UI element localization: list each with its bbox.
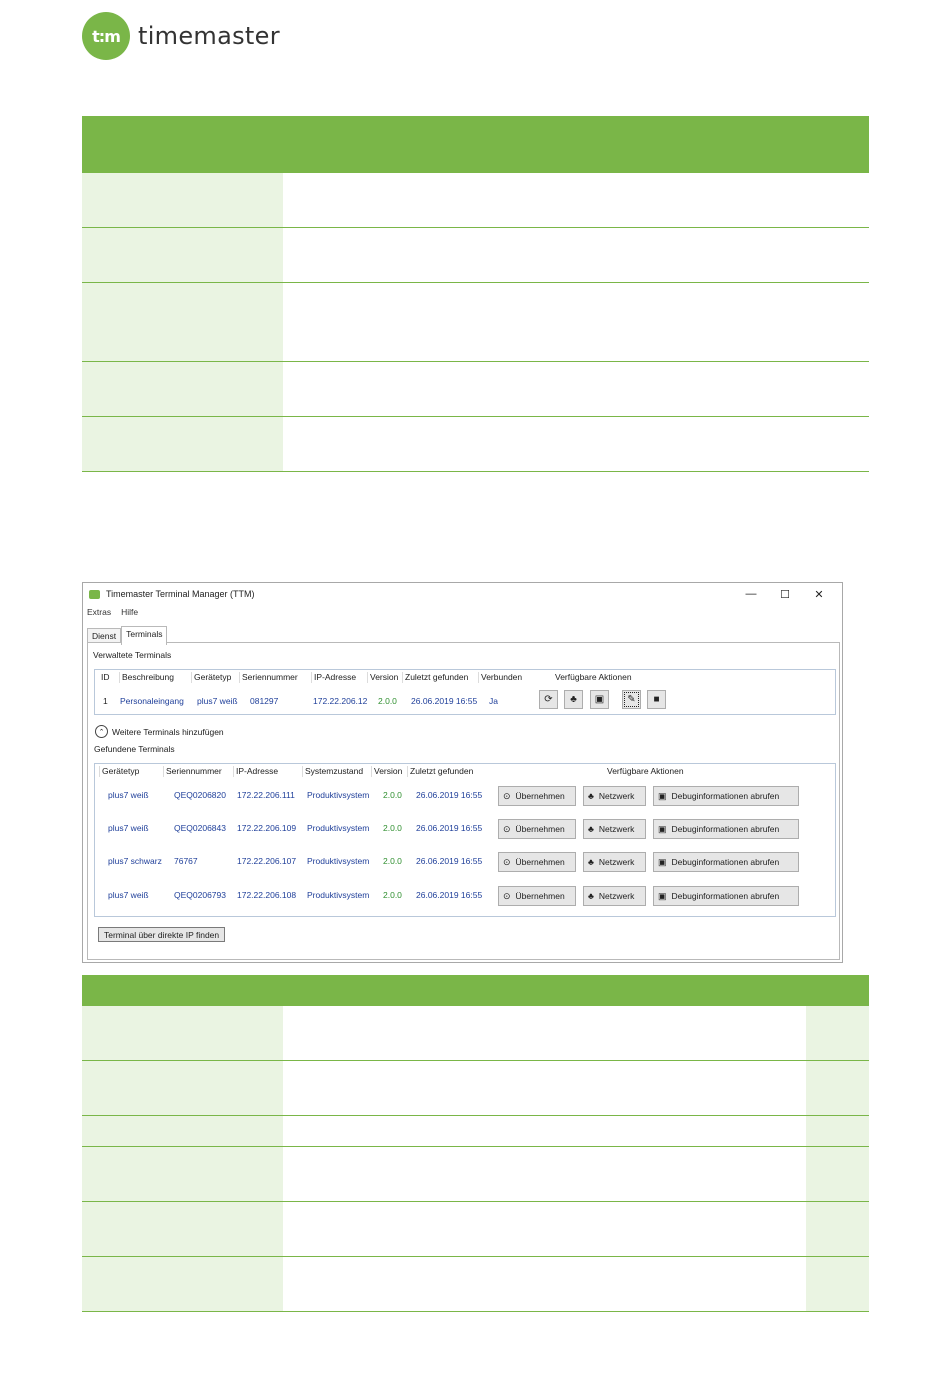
table-row	[82, 228, 869, 283]
cell-state: Produktivsystem	[307, 823, 370, 833]
minimize-icon[interactable]: —	[745, 588, 757, 600]
col-beschreibung[interactable]: Beschreibung	[119, 672, 174, 683]
debug-info-button[interactable]: ▣ Debuginformationen abrufen	[653, 852, 799, 872]
debug-info-button[interactable]: ▣ Debuginformationen abrufen	[653, 886, 799, 906]
terminals-panel	[87, 642, 840, 960]
debug-icon: ▣	[658, 823, 667, 834]
apply-button[interactable]: ⊙ Übernehmen	[498, 852, 576, 872]
cell-serial: QEQ0206820	[174, 790, 226, 800]
tab-dienst[interactable]: Dienst	[87, 628, 121, 644]
cell-ip: 172.22.206.107	[237, 856, 297, 866]
col-zuletzt[interactable]: Zuletzt gefunden	[402, 672, 468, 683]
apply-icon: ⊙	[503, 790, 511, 801]
cell-last-found: 26.06.2019 16:55	[416, 790, 483, 800]
cell-connected: Ja	[489, 696, 498, 706]
cell-state: Produktivsystem	[307, 856, 370, 866]
network-icon[interactable]: ♣	[564, 690, 583, 709]
apply-icon: ⊙	[503, 823, 511, 834]
refresh-icon[interactable]: ⟳	[539, 690, 558, 709]
network-button[interactable]: ♣ Netzwerk	[583, 852, 646, 872]
debug-icon: ▣	[658, 856, 667, 867]
col-systemzustand[interactable]: Systemzustand	[302, 766, 363, 777]
col-geraetetyp[interactable]: Gerätetyp	[191, 672, 231, 683]
cell-last-found: 26.06.2019 16:55	[416, 890, 483, 900]
cell-serial: 76767	[174, 856, 198, 866]
table-row	[82, 1116, 869, 1147]
network-icon: ♣	[588, 891, 594, 901]
col-ip[interactable]: IP-Adresse	[233, 766, 278, 777]
debug-icon: ▣	[658, 890, 667, 901]
table-row	[82, 173, 869, 228]
cell-description: Personaleingang	[120, 696, 184, 706]
cell-version: 2.0.0	[383, 790, 402, 800]
network-button[interactable]: ♣ Netzwerk	[583, 886, 646, 906]
col-verbunden[interactable]: Verbunden	[478, 672, 522, 683]
col-geraetetyp[interactable]: Gerätetyp	[99, 766, 139, 777]
cell-device-type: plus7 weiß	[108, 823, 149, 833]
managed-terminals-grid	[94, 669, 836, 715]
cell-ip: 172.22.206.111	[237, 790, 295, 800]
menu-hilfe[interactable]: Hilfe	[121, 607, 139, 617]
col-version[interactable]: Version	[367, 672, 398, 683]
brand-logo	[82, 12, 280, 60]
maximize-icon[interactable]: ☐	[780, 588, 790, 601]
delete-icon[interactable]: ■	[647, 690, 666, 709]
brand-name: timemaster	[138, 22, 280, 50]
bottom-info-table	[82, 975, 869, 1312]
ttm-window	[82, 582, 843, 963]
cell-ip: 172.22.206.108	[237, 890, 297, 900]
network-icon: ♣	[588, 857, 594, 867]
cell-serial: 081297	[250, 696, 279, 706]
cell-last-found: 26.06.2019 16:55	[411, 696, 478, 706]
window-title: Timemaster Terminal Manager (TTM)	[106, 589, 255, 599]
col-id[interactable]: ID	[101, 672, 110, 682]
cell-ip: 172.22.206.12	[313, 696, 368, 706]
table-row	[82, 1147, 869, 1202]
cell-id: 1	[103, 696, 108, 706]
menu-extras[interactable]: Extras	[87, 607, 112, 617]
managed-section-title: Verwaltete Terminals	[93, 650, 172, 660]
cell-last-found: 26.06.2019 16:55	[416, 823, 483, 833]
col-aktionen[interactable]: Verfügbare Aktionen	[607, 766, 684, 776]
top-info-table	[82, 116, 869, 472]
cell-version: 2.0.0	[378, 696, 397, 706]
col-aktionen[interactable]: Verfügbare Aktionen	[555, 672, 632, 682]
cell-version: 2.0.0	[383, 823, 402, 833]
tab-terminals[interactable]: Terminals	[121, 626, 167, 645]
debug-info-button[interactable]: ▣ Debuginformationen abrufen	[653, 786, 799, 806]
table-row	[82, 1061, 869, 1116]
edit-icon[interactable]: ✎	[622, 690, 641, 709]
debug-info-button[interactable]: ▣ Debuginformationen abrufen	[653, 819, 799, 839]
table-row	[82, 283, 869, 362]
table-row	[82, 1202, 869, 1257]
network-button[interactable]: ♣ Netzwerk	[583, 786, 646, 806]
col-zuletzt[interactable]: Zuletzt gefunden	[407, 766, 473, 777]
table-row	[82, 1257, 869, 1312]
add-terminals-expander[interactable]	[95, 725, 224, 738]
network-icon: ♣	[588, 791, 594, 801]
menu-bar	[83, 605, 842, 619]
cell-device-type: plus7 weiß	[108, 790, 149, 800]
logo-mark-icon: t:m	[82, 12, 130, 60]
found-section-title: Gefundene Terminals	[94, 744, 175, 754]
close-icon[interactable]: ✕	[814, 588, 824, 601]
cell-version: 2.0.0	[383, 856, 402, 866]
cell-device-type: plus7 weiß	[108, 890, 149, 900]
table-header-bar	[82, 975, 869, 1006]
col-seriennummer[interactable]: Seriennummer	[239, 672, 298, 683]
col-ip[interactable]: IP-Adresse	[311, 672, 356, 683]
cell-serial: QEQ0206843	[174, 823, 226, 833]
cell-ip: 172.22.206.109	[237, 823, 297, 833]
apply-icon: ⊙	[503, 890, 511, 901]
col-seriennummer[interactable]: Seriennummer	[163, 766, 222, 777]
cell-version: 2.0.0	[383, 890, 402, 900]
table-row	[82, 417, 869, 472]
cell-serial: QEQ0206793	[174, 890, 226, 900]
apply-icon: ⊙	[503, 856, 511, 867]
cell-device-type: plus7 weiß	[197, 696, 238, 706]
cell-state: Produktivsystem	[307, 890, 370, 900]
apply-button[interactable]: ⊙ Übernehmen	[498, 786, 576, 806]
cell-last-found: 26.06.2019 16:55	[416, 856, 483, 866]
cell-state: Produktivsystem	[307, 790, 370, 800]
debug-icon: ▣	[658, 790, 667, 801]
found-terminals-grid	[94, 763, 836, 917]
apply-button[interactable]: ⊙ Übernehmen	[498, 886, 576, 906]
cell-device-type: plus7 schwarz	[108, 856, 162, 866]
app-icon	[89, 590, 100, 599]
table-row	[82, 362, 869, 417]
network-icon: ♣	[588, 824, 594, 834]
find-by-ip-button[interactable]: Terminal über direkte IP finden	[98, 927, 225, 942]
apply-button[interactable]: ⊙ Übernehmen	[498, 819, 576, 839]
col-version[interactable]: Version	[371, 766, 402, 777]
network-button[interactable]: ♣ Netzwerk	[583, 819, 646, 839]
table-row	[82, 1006, 869, 1061]
expander-label: Weitere Terminals hinzufügen	[112, 726, 224, 737]
table-header-bar	[82, 116, 869, 173]
chevron-up-icon: ⌃	[95, 725, 108, 738]
title-bar	[83, 583, 842, 605]
debug-icon[interactable]: ▣	[590, 690, 609, 709]
